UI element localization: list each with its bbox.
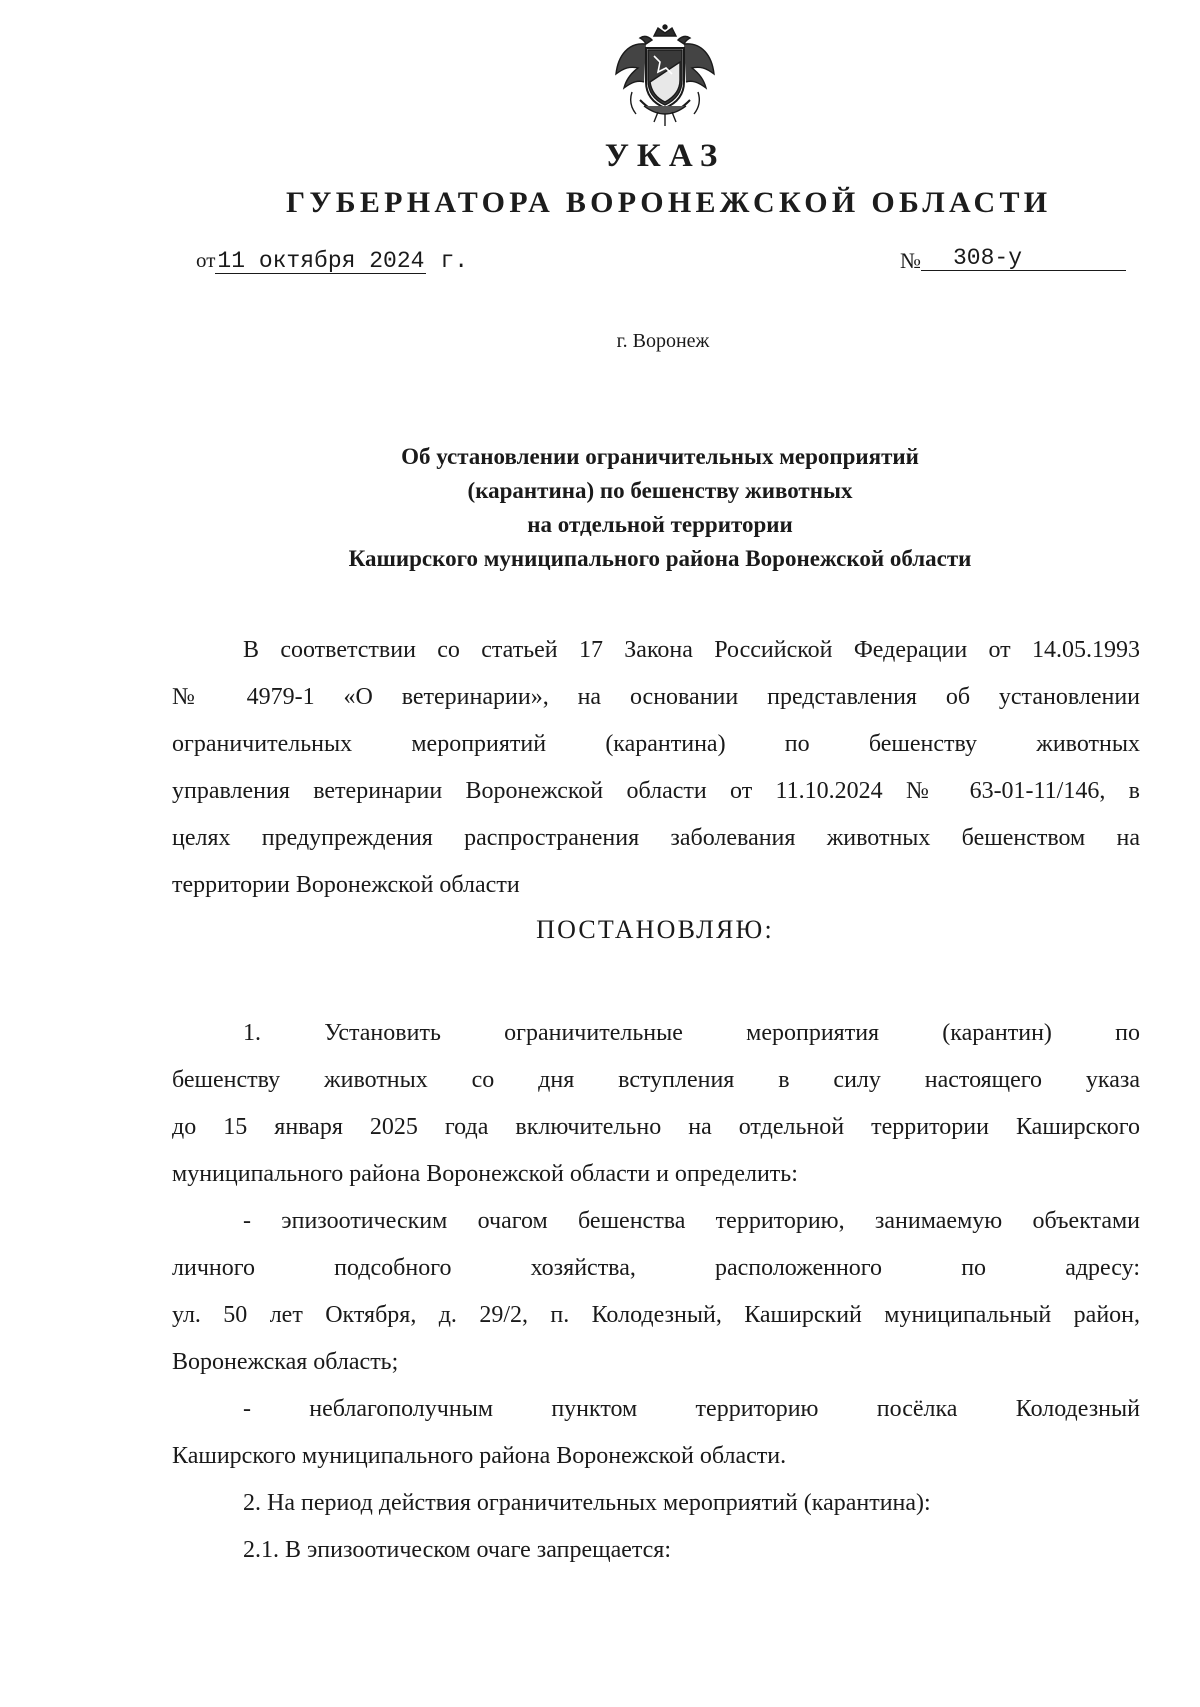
item-2-1: 2.1. В эпизоотическом очаге запрещается: [243, 1537, 672, 1563]
subitem-focus-line: - эпизоотическим очагом бешенства территорию, занимаемую объектами [243, 1208, 1140, 1234]
document-type: УКАЗ [604, 138, 726, 174]
date-suffix: г. [440, 248, 469, 274]
item-1-line: 1. Установить ограничительные мероприятия (карантин) по [243, 1020, 1140, 1046]
subitem-focus-line: ул. 50 лет Октября, д. 29/2, п. Колодезный, Каширский муниципальный район, [172, 1302, 1140, 1328]
preamble [172, 627, 1140, 909]
issuing-authority: ГУБЕРНАТОРА ВОРОНЕЖСКОЙ ОБЛАСТИ [286, 186, 1052, 219]
coat-of-arms-emblem [610, 22, 720, 130]
item-1-line: муниципального района Воронежской области и определить: [172, 1161, 798, 1187]
preamble-line: В соответствии со статьей 17 Закона Российской Федерации от 14.05.1993 [243, 637, 1140, 663]
decree-items [172, 1010, 1140, 1574]
subitem-focus-line: Воронежская область; [172, 1349, 399, 1375]
decree-word: ПОСТАНОВЛЯЮ: [536, 915, 774, 944]
document-subject [0, 440, 1200, 576]
subject-line: на отдельной территории [527, 512, 793, 537]
subject-line: Каширского муниципального района Воронежской области [348, 546, 972, 571]
subject-line: Об установлении ограничительных мероприятий [401, 444, 919, 469]
subject-line: (карантина) по бешенству животных [467, 478, 853, 503]
date-prefix: от [196, 248, 216, 272]
preamble-line: № 4979-1 «О ветеринарии», на основании представления об установлении [172, 684, 1140, 710]
item-2: 2. На период действия ограничительных мероприятий (карантина): [243, 1490, 931, 1516]
item-1-line: бешенству животных со дня вступления в силу настоящего указа [172, 1067, 1140, 1093]
preamble-line: ограничительных мероприятий (карантина) по бешенству животных [172, 731, 1140, 757]
number-line [900, 245, 1126, 275]
preamble-line: территории Воронежской области [172, 872, 520, 898]
document-date: 11 октября 2024 [217, 248, 425, 274]
preamble-line: целях предупреждения распространения заболевания животных бешенством на [172, 825, 1140, 851]
document-number: 308-у [921, 246, 1126, 271]
item-1-line: до 15 января 2025 года включительно на отдельной территории Каширского [172, 1114, 1140, 1140]
subitem-point-line: Каширского муниципального района Воронежской области. [172, 1443, 787, 1469]
number-sign: № [900, 248, 921, 273]
date-line [196, 248, 468, 274]
city: г. Воронеж [616, 330, 710, 352]
subitem-point-line: - неблагополучным пунктом территорию посёлка Колодезный [243, 1396, 1140, 1422]
preamble-line: управления ветеринарии Воронежской области от 11.10.2024 № 63-01-11/146, в [172, 778, 1140, 804]
subitem-focus-line: личного подсобного хозяйства, расположенного по адресу: [172, 1255, 1140, 1281]
